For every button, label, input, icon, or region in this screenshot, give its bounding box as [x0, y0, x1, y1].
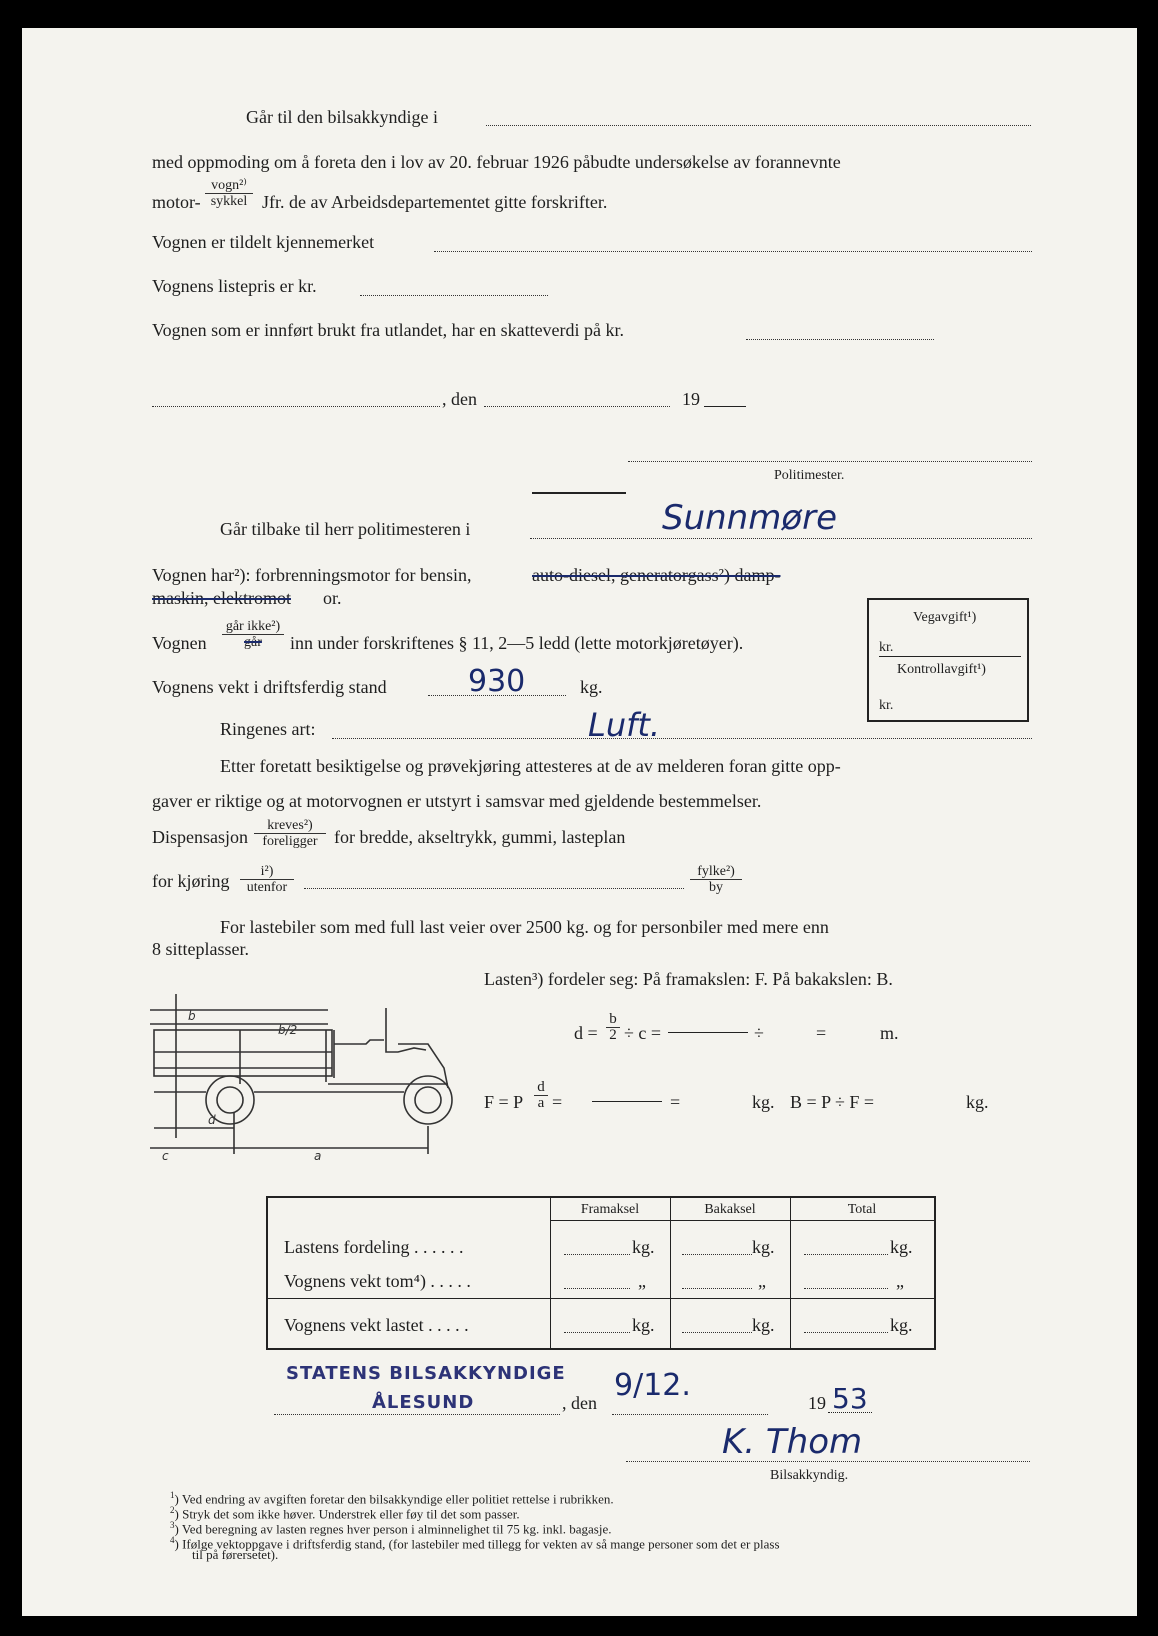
load-distribution: Lasten³) fordeler seg: På framakslen: F. På bakakslen: B.	[484, 969, 893, 989]
formula-f-eq-2: =	[670, 1092, 681, 1112]
truck-cab	[334, 1030, 384, 1078]
formula-f-fraction	[534, 1080, 548, 1111]
control-fee-label: Kontrollavgift¹)	[897, 662, 986, 677]
svg-text:a: a	[314, 1149, 322, 1163]
formula-d-2: 2	[609, 1027, 617, 1043]
table-cell-unit: kg.	[752, 1237, 775, 1257]
fee-box	[867, 598, 1029, 722]
table-cell-field[interactable]	[564, 1332, 630, 1333]
returns-to-handwriting: Sunnmøre	[662, 498, 838, 538]
formula-b-unit: kg.	[966, 1092, 989, 1112]
road-tax-kr: kr.	[879, 640, 894, 655]
formula-d-eq: =	[816, 1023, 827, 1043]
tires-label: Ringenes art:	[220, 719, 316, 739]
table-row-label: Lastens fordeling . . . . . .	[284, 1237, 464, 1257]
closing-signatory: Bilsakkyndig.	[770, 1468, 849, 1483]
stamp-line-2: ÅLESUND	[372, 1392, 475, 1413]
formula-f-a: a	[537, 1095, 545, 1111]
goes-to-field[interactable]	[486, 125, 1031, 126]
driving-right-bottom: by	[709, 880, 723, 895]
license-plate-field[interactable]	[434, 251, 1032, 252]
table-cell-field[interactable]	[804, 1288, 888, 1289]
svg-text:c: c	[162, 1149, 169, 1163]
svg-text:b/2: b/2	[278, 1023, 298, 1037]
driving-fraction	[240, 864, 294, 895]
table-cell-field[interactable]	[564, 1288, 630, 1289]
table-cell-unit: kg.	[632, 1237, 655, 1257]
stamp-line-1: STATENS BILSAKKYNDIGE	[286, 1363, 566, 1384]
formula-d-unit: m.	[880, 1023, 899, 1043]
table-cell-field[interactable]	[682, 1288, 752, 1289]
request-line: med oppmoding om å foreta den i lov av 20. februar 1926 påbudte undersøkelse av forannevnte	[152, 152, 841, 172]
footnote-4-cont: til på førersetet).	[192, 1547, 279, 1562]
table-cell-unit: kg.	[752, 1315, 775, 1335]
den-label: , den	[442, 389, 477, 409]
svg-text:d: d	[208, 1113, 216, 1127]
falls-prefix: Vognen	[152, 633, 207, 653]
returns-to-field[interactable]	[530, 538, 1032, 539]
tax-value-field[interactable]	[746, 339, 934, 340]
table-cell-unit: „	[638, 1271, 646, 1291]
falls-top: går ikke²)	[222, 619, 284, 635]
weight-label: Vognens vekt i driftsferdig stand	[152, 677, 387, 697]
dispensation-top: kreves²)	[254, 818, 326, 834]
driving-right-fraction	[690, 864, 742, 895]
footnote-2: $^2$) Stryk det som ikke høver. Understrek eller føy til det som passer.	[170, 1505, 520, 1522]
motor-frac-top: vogn²⁾	[205, 178, 253, 194]
tires-handwriting: Luft.	[588, 706, 661, 744]
engine-label: Vognen har²): forbrenningsmotor for bensin,	[152, 565, 472, 585]
date-field[interactable]	[484, 406, 670, 407]
header-front-axle: Framaksel	[580, 1202, 640, 1217]
list-price-field[interactable]	[360, 295, 548, 296]
table-cell-field[interactable]	[564, 1254, 630, 1255]
police-signature-field[interactable]	[628, 461, 1032, 462]
table-cell-field[interactable]	[682, 1254, 752, 1255]
returns-to-label: Går tilbake til herr politimesteren i	[220, 519, 471, 539]
tax-value-label: Vognen som er innført brukt fra utlandet, har en skatteverdi på kr.	[152, 320, 625, 340]
front-wheel	[404, 1076, 452, 1124]
formula-d-field-1[interactable]	[668, 1032, 748, 1033]
formula-d-b: b	[606, 1012, 620, 1028]
road-tax-label: Vegavgift¹)	[913, 610, 977, 625]
form-sheet	[22, 28, 1137, 1616]
table-cell-unit: kg.	[890, 1315, 913, 1335]
falls-fraction	[222, 619, 284, 650]
section-divider	[532, 492, 626, 494]
weight-handwriting: 930	[468, 664, 526, 699]
dispensation-prefix: Dispensasjon	[152, 827, 248, 847]
table-cell-field[interactable]	[804, 1254, 888, 1255]
attest-line-1: Etter foretatt besiktigelse og prøvekjøring attesteres at de av melderen foran gitte opp-	[220, 756, 841, 776]
engine-end: or.	[323, 588, 342, 608]
formula-f-field[interactable]	[592, 1101, 662, 1102]
attest-line-2: gaver er riktige og at motorvognen er utstyrt i samsvar med gjeldende bestemmelser.	[152, 791, 762, 811]
table-cell-unit: kg.	[632, 1315, 655, 1335]
axle-load-table	[266, 1196, 936, 1350]
police-signatory: Politimester.	[774, 468, 845, 483]
motor-fraction	[205, 178, 253, 209]
engine-struck-2: maskin, elektromot	[152, 588, 291, 608]
table-cell-unit: kg.	[890, 1237, 913, 1257]
footnote-3: $^3$) Ved beregning av lasten regnes hver person i alminnelighet til 75 kg. inkl. bagasje.	[170, 1520, 612, 1537]
closing-year-handwriting: 53	[832, 1382, 868, 1415]
falls-bottom: går	[244, 635, 262, 650]
license-plate-label: Vognen er tildelt kjennemerket	[152, 232, 375, 252]
truck-note-1: For lastebiler som med full last veier over 2500 kg. og for personbiler med mere enn	[220, 917, 829, 937]
footnote-1: $^1$) Ved endring av avgiften foretar den bilsakkyndige eller politiet rettelse i rubrikken.	[170, 1490, 614, 1507]
dispensation-bottom: foreligger	[262, 834, 318, 849]
header-total: Total	[847, 1202, 877, 1217]
driving-top: i²)	[240, 864, 294, 880]
falls-rest: inn under forskriftenes § 11, 2—5 ledd (lette motorkjøretøyer).	[290, 633, 744, 653]
driving-field[interactable]	[304, 888, 684, 889]
motor-frac-bottom: sykkel	[210, 194, 248, 209]
table-row-label: Vognens vekt lastet . . . . .	[284, 1315, 469, 1335]
formula-d-left: d =	[574, 1023, 598, 1043]
table-cell-field[interactable]	[682, 1332, 752, 1333]
year-field[interactable]	[704, 406, 746, 407]
table-row-label: Vognens vekt tom⁴) . . . . .	[284, 1271, 471, 1291]
engine-struck-1: auto-diesel, generatorgass²) damp-	[532, 565, 781, 585]
formula-d-fraction	[606, 1012, 620, 1043]
driving-prefix: for kjøring	[152, 871, 230, 891]
formula-f-unit: kg.	[752, 1092, 775, 1112]
truck-body	[154, 1030, 332, 1076]
motor-rest: Jfr. de av Arbeidsdepartementet gitte forskrifter.	[262, 192, 608, 212]
closing-place-field[interactable]	[274, 1414, 560, 1415]
closing-date-field[interactable]	[612, 1414, 768, 1415]
footnote-4: $^4$) Ifølge vektoppgave i driftsferdig stand, (for lastebiler med tillegg for vekten av så mange personer som det er plass	[170, 1535, 780, 1552]
tires-field[interactable]	[332, 738, 1032, 739]
closing-year-prefix: 19	[808, 1393, 826, 1413]
closing-den: , den	[562, 1393, 597, 1413]
driving-bottom: utenfor	[246, 880, 288, 895]
road-tax-field[interactable]	[879, 656, 1021, 657]
driving-right-top: fylke²)	[690, 864, 742, 880]
table-cell-unit: „	[896, 1271, 904, 1291]
control-fee-kr: kr.	[879, 698, 894, 713]
dispensation-fraction	[254, 818, 326, 849]
formula-f-left: F = P	[484, 1092, 524, 1112]
motor-prefix: motor-	[152, 192, 201, 212]
dispensation-rest: for bredde, akseltrykk, gummi, lasteplan	[334, 827, 626, 847]
list-price-label: Vognens listepris er kr.	[152, 276, 317, 296]
svg-text:b: b	[188, 1009, 196, 1023]
formula-f-d: d	[534, 1080, 548, 1096]
table-cell-unit: „	[758, 1271, 766, 1291]
formula-d-div: ÷	[754, 1023, 764, 1043]
table-cell-field[interactable]	[804, 1332, 888, 1333]
closing-date-handwriting: 9/12.	[614, 1368, 691, 1403]
weight-unit: kg.	[580, 677, 603, 697]
truck-note-2: 8 sitteplasser.	[152, 939, 249, 959]
closing-signature: K. Thom	[722, 1422, 863, 1462]
header-rear-axle: Bakaksel	[704, 1202, 756, 1217]
place-field[interactable]	[152, 406, 440, 407]
formula-b: B = P ÷ F =	[790, 1092, 875, 1112]
goes-to-label: Går til den bilsakkyndige i	[246, 107, 438, 127]
formula-d-rest: ÷ c =	[624, 1023, 662, 1043]
formula-f-eq-1: =	[552, 1092, 563, 1112]
year-prefix: 19	[682, 389, 700, 409]
truck-diagram	[148, 988, 466, 1168]
